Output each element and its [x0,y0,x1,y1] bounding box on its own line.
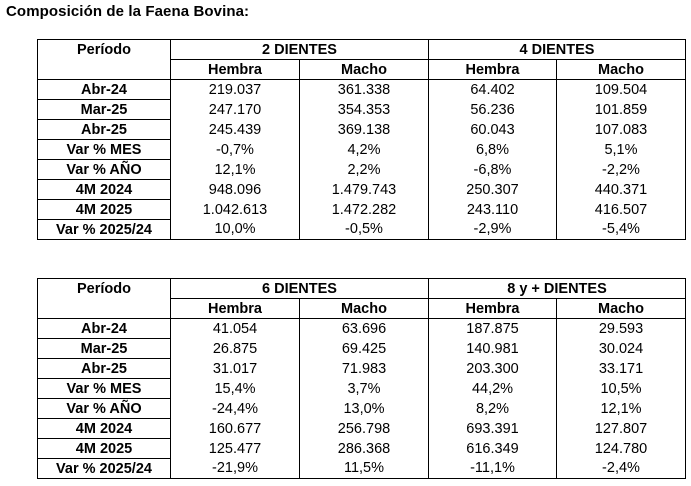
table-cell: 243.110 [429,200,557,220]
table-cell: 693.391 [429,419,557,439]
table-cell: 416.507 [557,200,686,220]
row-label: Mar-25 [38,100,171,120]
group-header: 4 DIENTES [429,40,686,60]
table-row [38,180,686,200]
table-cell: 948.096 [171,180,300,200]
row-label: Mar-25 [38,339,171,359]
table-6-8-dientes [37,278,686,479]
table-cell: 69.425 [300,339,429,359]
row-label: Var % MES [38,140,171,160]
period-header: Período [38,40,171,60]
table-row [38,220,686,240]
row-label: Var % 2025/24 [38,220,171,240]
table-cell: 13,0% [300,399,429,419]
table-row [38,140,686,160]
row-label: Abr-25 [38,120,171,140]
table-cell: 1.472.282 [300,200,429,220]
table-cell: 26.875 [171,339,300,359]
table-body [38,319,686,479]
table-cell: 125.477 [171,439,300,459]
table-cell: 31.017 [171,359,300,379]
subheader: Hembra [171,60,300,80]
row-label: Abr-25 [38,359,171,379]
subheader: Macho [557,60,686,80]
table-cell: 1.479.743 [300,180,429,200]
row-label: 4M 2024 [38,419,171,439]
table-cell: 440.371 [557,180,686,200]
subheader: Hembra [429,299,557,319]
page-title: Composición de la Faena Bovina: [6,3,250,20]
table-cell: 256.798 [300,419,429,439]
table-cell: 10,5% [557,379,686,399]
table-row [38,439,686,459]
table-cell: 3,7% [300,379,429,399]
table-cell: 5,1% [557,140,686,160]
table-row [38,419,686,439]
table-cell: 361.338 [300,80,429,100]
subheader: Hembra [429,60,557,80]
table-cell: -21,9% [171,459,300,479]
subheader: Macho [300,60,429,80]
table-cell: 160.677 [171,419,300,439]
table-cell: -6,8% [429,160,557,180]
table-cell: 33.171 [557,359,686,379]
row-label: 4M 2025 [38,439,171,459]
table-cell: 616.349 [429,439,557,459]
table-row [38,200,686,220]
table-row [38,379,686,399]
table-cell: -2,4% [557,459,686,479]
table-cell: 10,0% [171,220,300,240]
table-cell: 124.780 [557,439,686,459]
table-cell: -5,4% [557,220,686,240]
group-header: 6 DIENTES [171,279,429,299]
subheader: Macho [300,299,429,319]
table-row [38,359,686,379]
table-cell: 71.983 [300,359,429,379]
table-cell: 203.300 [429,359,557,379]
table-cell: -11,1% [429,459,557,479]
table-cell: 187.875 [429,319,557,339]
table-cell: 247.170 [171,100,300,120]
table-row [38,160,686,180]
group-header: 8 y + DIENTES [429,279,686,299]
table-cell: 245.439 [171,120,300,140]
table-cell: 11,5% [300,459,429,479]
table-row [38,319,686,339]
subheader: Hembra [171,299,300,319]
table-cell: 63.696 [300,319,429,339]
table-row [38,399,686,419]
table-cell: 30.024 [557,339,686,359]
period-header: Período [38,279,171,299]
table-cell: 56.236 [429,100,557,120]
table-cell: 4,2% [300,140,429,160]
table-row [38,80,686,100]
table-row [38,339,686,359]
table-cell: 354.353 [300,100,429,120]
row-label: 4M 2025 [38,200,171,220]
table-cell: 44,2% [429,379,557,399]
group-header: 2 DIENTES [171,40,429,60]
row-label: Var % 2025/24 [38,459,171,479]
row-label: Var % AÑO [38,160,171,180]
table-cell: 60.043 [429,120,557,140]
table-cell: -0,7% [171,140,300,160]
table-cell: 12,1% [171,160,300,180]
table-body [38,80,686,240]
period-header-blank [38,299,171,319]
row-label: 4M 2024 [38,180,171,200]
row-label: Abr-24 [38,80,171,100]
table-cell: 219.037 [171,80,300,100]
table-cell: 107.083 [557,120,686,140]
table-cell: -0,5% [300,220,429,240]
subheader: Macho [557,299,686,319]
table-cell: 29.593 [557,319,686,339]
table-cell: 101.859 [557,100,686,120]
table-cell: 250.307 [429,180,557,200]
table-row [38,100,686,120]
table-cell: 1.042.613 [171,200,300,220]
table-cell: 12,1% [557,399,686,419]
table-cell: 140.981 [429,339,557,359]
table-cell: 41.054 [171,319,300,339]
table-row [38,120,686,140]
table-cell: 369.138 [300,120,429,140]
table-cell: 286.368 [300,439,429,459]
table-cell: -2,9% [429,220,557,240]
table-cell: 6,8% [429,140,557,160]
table-cell: -2,2% [557,160,686,180]
table-cell: 64.402 [429,80,557,100]
table-cell: 15,4% [171,379,300,399]
table-cell: 109.504 [557,80,686,100]
table-cell: 8,2% [429,399,557,419]
table-cell: 127.807 [557,419,686,439]
table-cell: -24,4% [171,399,300,419]
row-label: Var % AÑO [38,399,171,419]
period-header-blank [38,60,171,80]
row-label: Abr-24 [38,319,171,339]
table-row [38,459,686,479]
table-2-4-dientes [37,39,686,240]
table-cell: 2,2% [300,160,429,180]
row-label: Var % MES [38,379,171,399]
